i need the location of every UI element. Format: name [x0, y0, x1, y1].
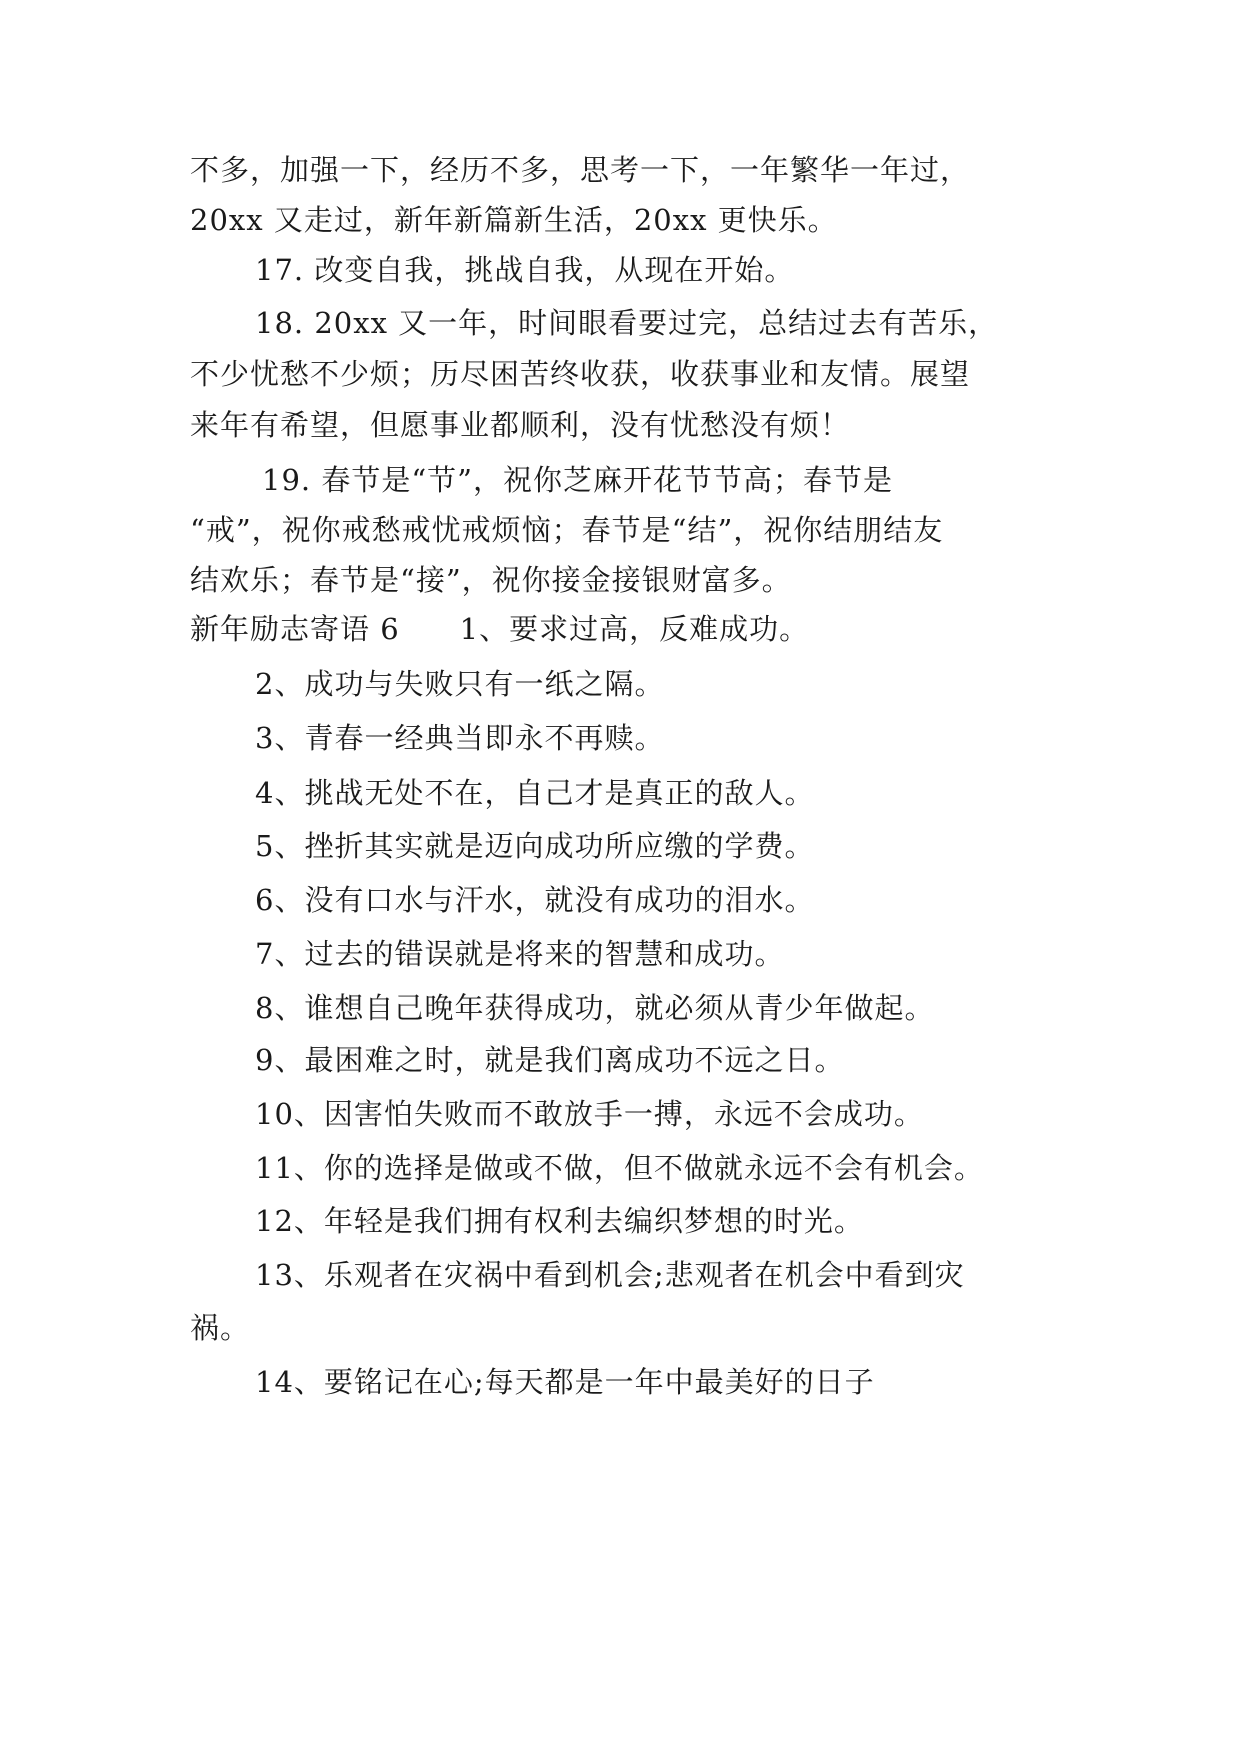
section-heading: 新年励志寄语 6 1、要求过高，反难成功。 — [190, 612, 810, 646]
paragraph-line: “戒”，祝你戒愁戒忧戒烦恼；春节是“结”，祝你结朋结友 — [190, 513, 944, 547]
list-item: 5、挫折其实就是迈向成功所应缴的学费。 — [255, 829, 815, 863]
list-item: 4、挑战无处不在，自己才是真正的敌人。 — [255, 776, 815, 810]
paragraph-line: 来年有希望，但愿事业都顺利，没有忧愁没有烦！ — [190, 408, 851, 442]
paragraph-line: 结欢乐；春节是“接”，祝你接金接银财富多。 — [190, 563, 792, 597]
list-item: 14、要铭记在心;每天都是一年中最美好的日子 — [255, 1365, 875, 1399]
paragraph-line: 不多，加强一下，经历不多，思考一下，一年繁华一年过， — [190, 153, 971, 187]
list-item: 3、青春一经典当即永不再赎。 — [255, 721, 665, 755]
list-item: 19. 春节是“节”，祝你芝麻开花节节高；春节是 — [262, 463, 893, 497]
list-item: 2、成功与失败只有一纸之隔。 — [255, 667, 665, 701]
list-item: 8、谁想自己晚年获得成功，就必须从青少年做起。 — [255, 991, 935, 1025]
list-item: 9、最困难之时，就是我们离成功不远之日。 — [255, 1043, 845, 1077]
list-item: 17. 改变自我，挑战自我，从现在开始。 — [255, 253, 795, 287]
list-item: 18. 20xx 又一年，时间眼看要过完，总结过去有苦乐， — [255, 306, 999, 340]
paragraph-line: 不少忧愁不少烦；历尽困苦终收获，收获事业和友情。展望 — [190, 357, 971, 391]
paragraph-line: 20xx 又走过，新年新篇新生活，20xx 更快乐。 — [190, 203, 838, 237]
list-item: 12、年轻是我们拥有权利去编织梦想的时光。 — [255, 1204, 864, 1238]
list-item: 7、过去的错误就是将来的智慧和成功。 — [255, 937, 785, 971]
list-item: 10、因害怕失败而不敢放手一搏，永远不会成功。 — [255, 1097, 924, 1131]
list-item: 6、没有口水与汗水，就没有成功的泪水。 — [255, 883, 815, 917]
list-item: 11、你的选择是做或不做，但不做就永远不会有机会。 — [255, 1151, 984, 1185]
paragraph-line: 祸。 — [190, 1311, 251, 1345]
list-item: 13、乐观者在灾祸中看到机会;悲观者在机会中看到灾 — [255, 1258, 965, 1292]
